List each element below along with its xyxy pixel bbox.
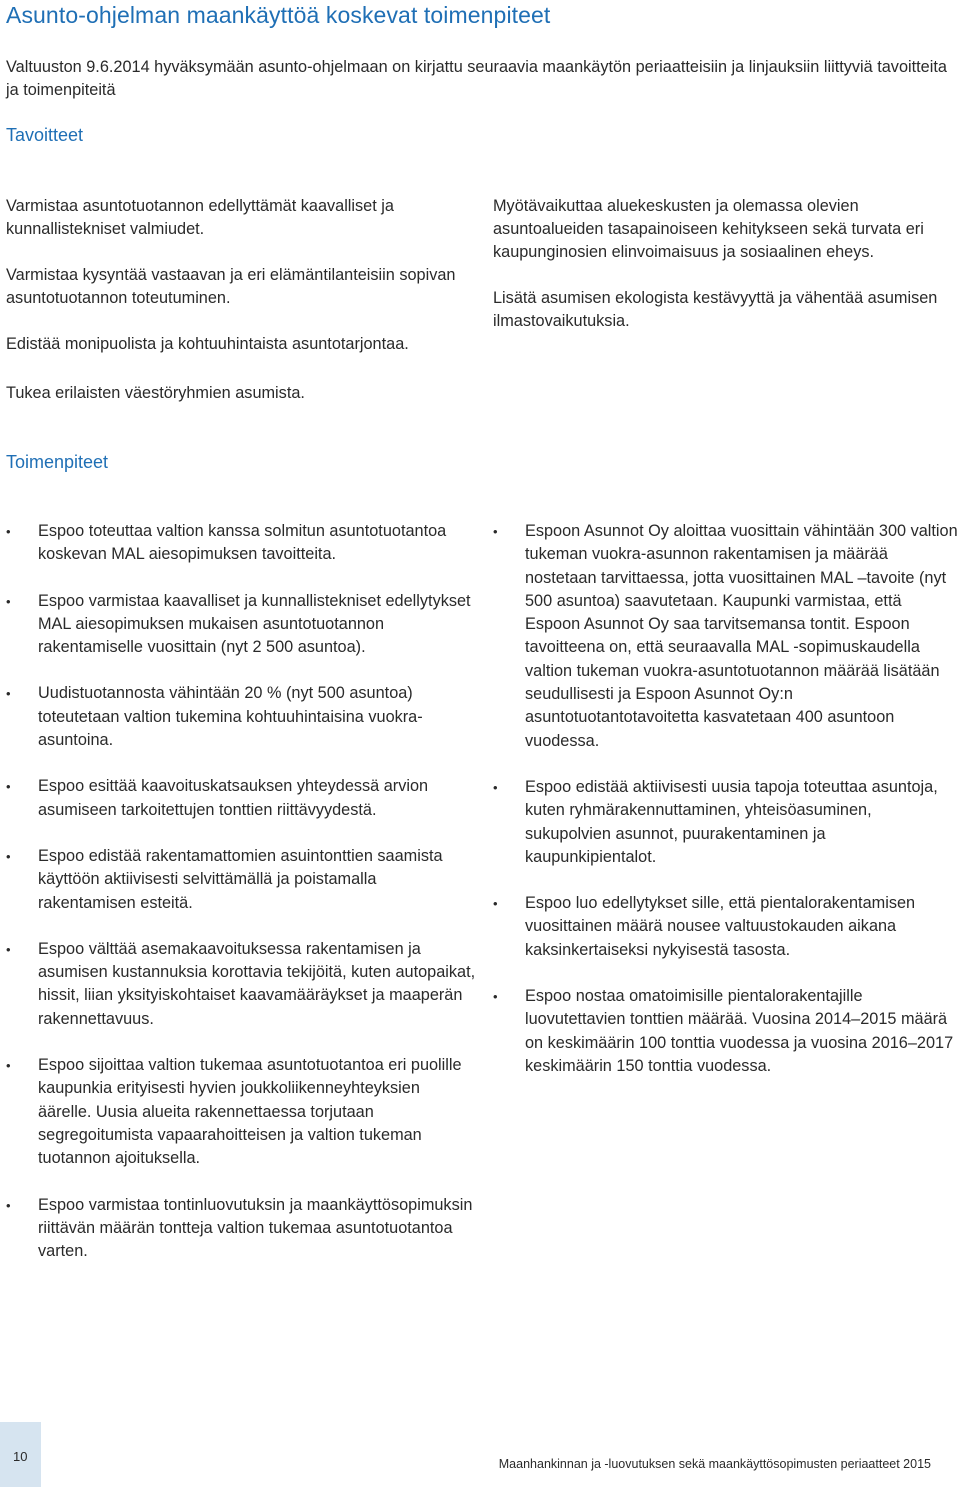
list-item-text: Espoo luo edellytykset sille, että pientalorakentamisen vuosittainen määrä nousee valtuustokauden aikana kaksinkertaiseksi nykyisestä tasosta.: [525, 894, 916, 959]
list-item-text: Espoo varmistaa tontinluovutuksin ja maankäyttösopimuksin riittävän määrän tontteja valtion tukemaa asuntotuotantoa varten.: [38, 1195, 473, 1261]
list-item: [493, 520, 959, 753]
list-item: [6, 590, 476, 660]
bullet-icon: •: [493, 896, 498, 912]
list-item: [493, 892, 959, 962]
bullet-icon: •: [6, 686, 11, 702]
page-number: 10: [13, 1449, 28, 1464]
measures-right-list: [493, 520, 959, 1101]
list-item-text: Espoo sijoittaa valtion tukemaa asuntotuotantoa eri puolille kaupunkia erityisesti hyvien joukkoliikenneyhteyksien äärelle. Uusia alueita rakennettaessa torjutaan segregoitumista vapaarahoitteisen ja valtion tukeman tuotannon ajoituksella.: [38, 1056, 462, 1168]
list-item: [6, 938, 476, 1031]
bullet-icon: •: [6, 941, 11, 957]
bullet-icon: •: [6, 1058, 11, 1074]
bullet-icon: •: [6, 593, 11, 609]
list-item-text: Espoo nostaa omatoimisille pientalorakentajille luovutettavien tonttien määrää. Vuosina 2014–2015 määrä on keskimäärin 100 tonttia vuodessa ja vuosina 2016–2017 keskimäärin 150 tonttia vuodessa.: [525, 987, 954, 1075]
list-item-text: Espoo varmistaa kaavalliset ja kunnallistekniset edellytykset MAL aiesopimuksen mukaisen asuntotuotannon rakentamiselle vuosittain (nyt 2 500 asuntoa).: [38, 591, 471, 657]
bullet-icon: •: [6, 1197, 11, 1213]
list-item-text: Espoo esittää kaavoituskatsauksen yhteydessä arvion asumiseen tarkoitettujen tonttien riittävyydestä.: [38, 777, 429, 819]
goal-paragraph: Lisätä asumisen ekologista kestävyyttä ja vähentää asumisen ilmastovaikutuksia.: [493, 289, 938, 330]
goals-heading: Tavoitteet: [6, 125, 84, 145]
goal-paragraph: Varmistaa kysyntää vastaavan ja eri elämäntilanteisiin sopivan asuntotuotannon toteutuminen.: [6, 266, 456, 307]
list-item: [493, 776, 959, 869]
list-item-text: Espoo välttää asemakaavoituksessa rakentamisen ja asumisen kustannuksia korottavia tekijöitä, kuten autopaikat, hissit, liian yksityiskohtaiset kaavamääräykset ja maaperän rakennettavuus.: [38, 939, 476, 1028]
bullet-icon: •: [493, 524, 498, 539]
list-item: [6, 845, 476, 915]
page-title: Asunto-ohjelman maankäyttöä koskevat toimenpiteet: [6, 2, 551, 28]
measures-left-list: [6, 520, 476, 1286]
page-number-box: [0, 1422, 41, 1487]
measures-heading: Toimenpiteet: [6, 452, 109, 472]
bullet-icon: •: [6, 779, 11, 795]
goals-left-column: [6, 195, 476, 379]
footer-text: Maanhankinnan ja -luovutuksen sekä maankäyttösopimusten periaatteet 2015: [498, 1457, 931, 1471]
bullet-icon: •: [6, 524, 11, 539]
list-item: [6, 520, 476, 567]
list-item-text: Uudistuotannosta vähintään 20 % (nyt 500 asuntoa) toteutetaan valtion tukemina kohtuuhintaisina vuokra-asuntoina.: [38, 684, 423, 750]
list-item: [493, 985, 959, 1078]
goals-right-column: [493, 195, 959, 356]
list-item-text: Espoo toteuttaa valtion kanssa solmitun asuntotuotantoa koskevan MAL aiesopimuksen tavoitteita.: [38, 522, 447, 564]
list-item-text: Espoo edistää rakentamattomien asuintonttien saamista käyttöön aktiivisesti selvittämällä ja poistamalla rakentamisen esteitä.: [38, 846, 443, 912]
goal-paragraph: Myötävaikuttaa aluekeskusten ja olemassa olevien asuntoalueiden tasapainoiseen kehitykseen sekä turvata eri kaupunginosien elinvoimaisuus ja sosiaalinen eheys.: [493, 197, 924, 261]
bullet-icon: •: [493, 989, 498, 1005]
list-item: [6, 1054, 476, 1170]
bullet-icon: •: [493, 779, 498, 795]
list-item: [6, 1194, 476, 1264]
list-item: [6, 775, 476, 822]
list-item-text: Espoo edistää aktiivisesti uusia tapoja toteuttaa asuntoja, kuten ryhmärakennuttaminen, yhteisöasuminen, sukupolvien asunnot, puurakentaminen ja kaupunkipientalot.: [525, 777, 938, 866]
goal-paragraph: Edistää monipuolista ja kohtuuhintaista asuntotarjontaa.: [6, 335, 409, 353]
goal-paragraph: Varmistaa asuntotuotannon edellyttämät kaavalliset ja kunnallistekniset valmiudet.: [6, 197, 394, 238]
list-item: [6, 682, 476, 752]
bullet-icon: •: [6, 848, 11, 864]
list-item-text: Espoon Asunnot Oy aloittaa vuosittain vähintään 300 valtion tukeman vuokra-asunnon rakentamisen ja määrää nostetaan tarvittaessa, jotta vuosittainen MAL –tavoite (nyt 500 asuntoa) saavutetaan. Kaupunki varmistaa, että Espoon Asunnot Oy saa tarvitsemansa tontit. Espoon tavoitteena on, että seuraavalla MAL -sopimuskaudella valtion tukeman vuokra-asuntotuotannon määrää lisätään seudullisesti ja Espoon Asunnot Oy:n asuntotuotantotavoitetta kasvatetaan 400 asuntoon vuodessa.: [525, 522, 958, 750]
intro-paragraph: Valtuuston 9.6.2014 hyväksymään asunto-ohjelmaan on kirjattu seuraavia maankäytön periaatteisiin ja linjauksiin liittyviä tavoitteita ja toimenpiteitä: [6, 58, 947, 99]
goal-paragraph-full-width: Tukea erilaisten väestöryhmien asumista.: [6, 384, 305, 402]
